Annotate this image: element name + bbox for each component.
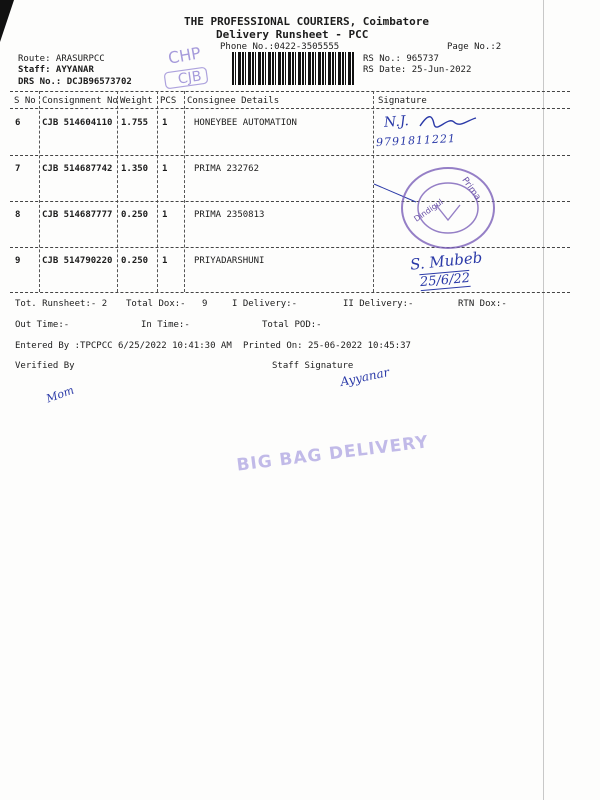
rs-date: RS Date: 25-Jun-2022 — [363, 65, 472, 75]
row-sno: 8 — [15, 210, 21, 220]
row-weight: 0.250 — [121, 256, 149, 266]
round-stamp-mid: Dindigul — [412, 197, 445, 224]
drs-number: DRS No.: DCJB96573702 — [18, 77, 132, 87]
branch-stamp-top: CHP — [166, 43, 203, 68]
col-line — [117, 91, 118, 292]
entered-by: Entered By :TPCPCC 6/25/2022 10:41:30 AM — [15, 341, 232, 351]
branch-stamp-bottom: CJB — [177, 68, 203, 88]
row-consignment: CJB 514604110 — [42, 118, 113, 128]
round-company-stamp — [398, 165, 498, 251]
row-rule — [10, 155, 570, 156]
total-dox-label: Total Dox:- — [126, 299, 186, 309]
company-name: THE PROFESSIONAL COURIERS, Coimbatore — [184, 15, 430, 28]
row-sno: 9 — [15, 256, 21, 266]
row-consignment: CJB 514687742 — [42, 164, 113, 174]
out-time: Out Time:- — [15, 320, 70, 330]
staff-signature: Ayyanar — [339, 365, 391, 389]
col-pcs: PCS — [160, 96, 177, 106]
row-pcs: 1 — [162, 210, 168, 220]
total-dox-value: 9 — [202, 299, 208, 309]
tot-runsheet: Tot. Runsheet:- 2 — [15, 299, 108, 309]
col-consignment: Consignment No — [42, 96, 118, 106]
printed-on: Printed On: 25-06-2022 10:45:37 — [243, 341, 411, 351]
col-sno: S No — [14, 96, 36, 106]
paper-edge-line — [543, 0, 544, 800]
row9-date: 25/6/22 — [419, 270, 471, 291]
rtn-dox: RTN Dox:- — [458, 299, 507, 309]
col-consignee: Consignee Details — [187, 96, 280, 106]
row-consignee: PRIYADARSHUNI — [194, 256, 265, 266]
row-consignee: PRIMA 2350813 — [194, 210, 265, 220]
row-consignment: CJB 514687777 — [42, 210, 113, 220]
row6-signature: N.J. — [383, 113, 410, 131]
col-line — [39, 91, 40, 292]
row-weight: 0.250 — [121, 210, 149, 220]
staff-signature-label: Staff Signature — [272, 361, 354, 371]
big-bag-delivery-stamp: BIG BAG DELIVERY — [235, 432, 430, 476]
table-bottom-rule — [10, 292, 570, 293]
col-signature: Signature — [378, 96, 427, 106]
col-weight: Weight — [120, 96, 153, 106]
row-weight: 1.350 — [121, 164, 149, 174]
verified-signature: Mom — [44, 383, 76, 406]
table-header-rule — [10, 108, 570, 109]
staff-name: Staff: AYYANAR — [18, 65, 94, 75]
row-sno: 7 — [15, 164, 21, 174]
row-pcs: 1 — [162, 256, 168, 266]
table-top-rule — [10, 91, 570, 92]
row9-signature: S. Mubeb — [409, 248, 484, 274]
document-title: Delivery Runsheet - PCC — [216, 28, 369, 41]
row-weight: 1.755 — [121, 118, 149, 128]
i-delivery: I Delivery:- — [232, 299, 298, 309]
row-consignee: PRIMA 232762 — [194, 164, 260, 174]
row-pcs: 1 — [162, 164, 168, 174]
row-sno: 6 — [15, 118, 21, 128]
scan-shadow-corner — [0, 0, 14, 42]
rs-number: RS No.: 965737 — [363, 54, 439, 64]
col-line — [157, 91, 158, 292]
phone-number: Phone No.:0422-3505555 — [220, 42, 340, 52]
total-pod: Total POD:- — [262, 320, 322, 330]
round-stamp-top: Prima — [459, 175, 483, 203]
ii-delivery: II Delivery:- — [343, 299, 414, 309]
in-time: In Time:- — [141, 320, 190, 330]
row-pcs: 1 — [162, 118, 168, 128]
verified-by: Verified By — [15, 361, 75, 371]
route: Route: ARASURPCC — [18, 54, 105, 64]
barcode — [232, 52, 354, 85]
row-consignee: HONEYBEE AUTOMATION — [194, 118, 297, 128]
row-consignment: CJB 514790220 — [42, 256, 113, 266]
col-line — [184, 91, 185, 292]
page-number: Page No.:2 — [447, 42, 502, 52]
row6-phone: 9791811221 — [375, 131, 457, 150]
row6-signature-stroke — [418, 112, 478, 132]
